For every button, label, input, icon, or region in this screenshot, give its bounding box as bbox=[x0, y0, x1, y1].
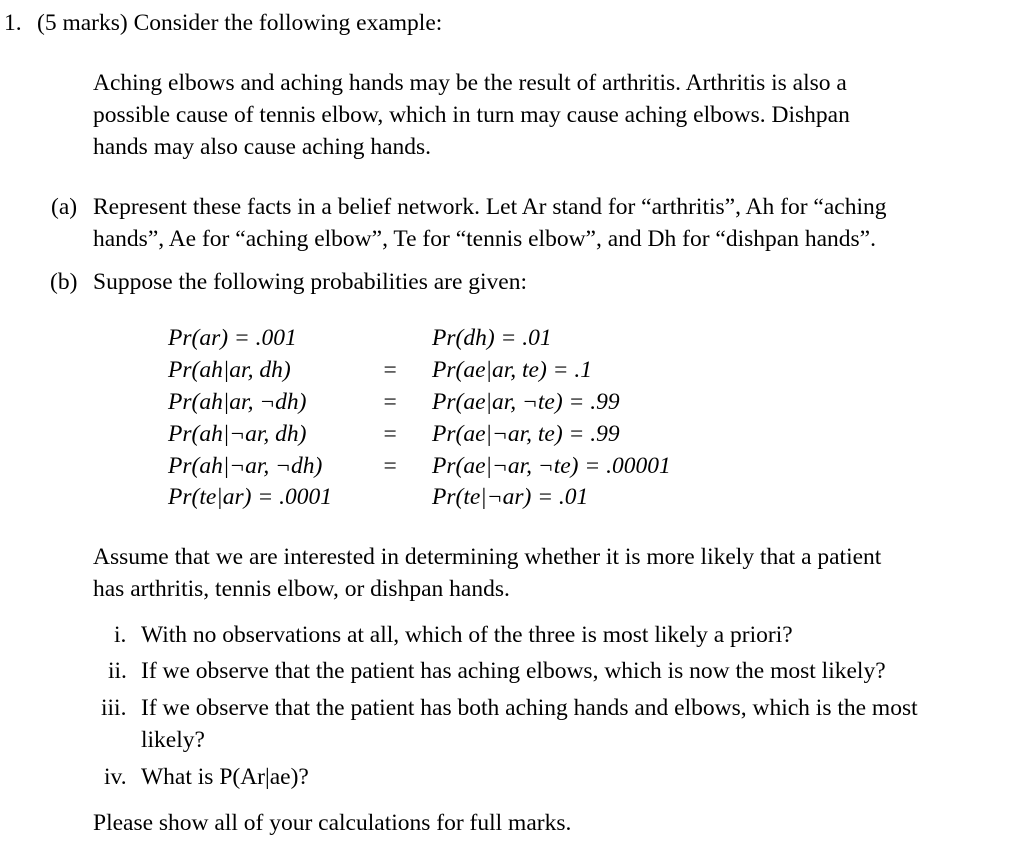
prob-left: Pr(ah|ar, dh) bbox=[168, 357, 291, 383]
subq-text: If we observe that the patient has aching elbows, which is now the most likely? bbox=[141, 658, 886, 684]
part-a-line-2: hands”, Ae for “aching elbow”, Te for “tennis elbow”, and Dh for “dishpan hands”. bbox=[93, 226, 876, 252]
subq-label: ii. bbox=[108, 658, 127, 684]
prob-right: Pr(dh) = .01 bbox=[432, 325, 552, 351]
prob-eq: = bbox=[382, 421, 398, 447]
subq-label: iv. bbox=[104, 764, 127, 790]
question-number: 1. bbox=[4, 10, 22, 36]
prob-eq: = bbox=[382, 389, 398, 415]
subq-label: iii. bbox=[101, 695, 127, 721]
part-b-label: (b) bbox=[50, 269, 78, 295]
subq-text: With no observations at all, which of the three is most likely a priori? bbox=[141, 622, 793, 648]
subq-text-cont: likely? bbox=[141, 727, 205, 753]
intro-line-2: possible cause of tennis elbow, which in turn may cause aching elbows. Dishpan bbox=[93, 102, 850, 128]
subq-label: i. bbox=[114, 622, 127, 648]
part-a-label: (a) bbox=[51, 194, 78, 220]
part-a-line-1: Represent these facts in a belief network. Let Ar stand for “arthritis”, Ah for “aching bbox=[93, 194, 887, 220]
prob-right: Pr(ae|ar, ¬te) = .99 bbox=[432, 389, 620, 415]
prob-eq: = bbox=[382, 357, 398, 383]
prob-left: Pr(ar) = .001 bbox=[168, 325, 297, 351]
prob-left: Pr(te|ar) = .0001 bbox=[168, 484, 332, 510]
assume-line-2: has arthritis, tennis elbow, or dishpan hands. bbox=[93, 576, 510, 602]
prob-right: Pr(te|¬ar) = .01 bbox=[432, 484, 589, 510]
subq-text: What is P(Ar|ae)? bbox=[141, 764, 309, 790]
prob-left: Pr(ah|¬ar, ¬dh) bbox=[168, 453, 323, 479]
subq-text: If we observe that the patient has both aching hands and elbows, which is the most bbox=[141, 695, 918, 721]
intro-line-3: hands may also cause aching hands. bbox=[93, 134, 432, 160]
question-header: (5 marks) Consider the following example: bbox=[37, 10, 443, 36]
prob-right: Pr(ae|ar, te) = .1 bbox=[432, 357, 593, 383]
prob-left: Pr(ah|ar, ¬dh) bbox=[168, 389, 307, 415]
closing-text: Please show all of your calculations for full marks. bbox=[93, 810, 572, 836]
prob-right: Pr(ae|¬ar, te) = .99 bbox=[432, 421, 620, 447]
assume-line-1: Assume that we are interested in determining whether it is more likely that a patient bbox=[93, 544, 882, 570]
prob-eq: = bbox=[382, 453, 398, 479]
intro-line-1: Aching elbows and aching hands may be the result of arthritis. Arthritis is also a bbox=[93, 70, 847, 96]
prob-right: Pr(ae|¬ar, ¬te) = .00001 bbox=[432, 453, 671, 479]
part-b-text: Suppose the following probabilities are given: bbox=[93, 269, 528, 295]
prob-left: Pr(ah|¬ar, dh) bbox=[168, 421, 307, 447]
